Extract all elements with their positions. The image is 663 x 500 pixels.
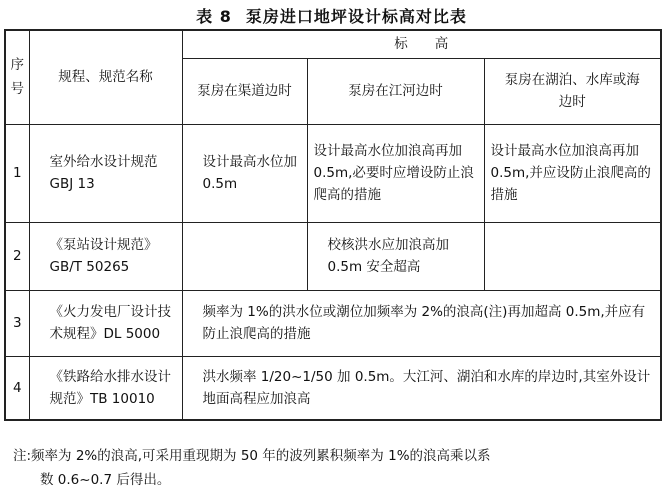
table-row: [5, 222, 661, 290]
row-2-channel: [182, 222, 307, 290]
note-line-1: 注:频率为 2%的浪高,可采用重现期为 50 年的波列累积频率为 1%的浪高乘以系: [13, 448, 491, 464]
header-row-1: [5, 30, 661, 58]
header-elevation: 标 高: [182, 30, 661, 58]
row-4-name: 《铁路给水排水设计规范》TB 10010: [29, 356, 182, 420]
row-2-seq: 2: [5, 222, 29, 290]
row-1-seq: 1: [5, 124, 29, 222]
table-row: [5, 124, 661, 222]
comparison-table-wrapper: [4, 29, 662, 421]
row-1-river: 设计最高水位加浪高再加 0.5m,必要时应增设防止浪爬高的措施: [307, 124, 484, 222]
table-title: [0, 4, 663, 27]
table-title-text: 泵房进口地坪设计标高对比表: [245, 7, 467, 26]
table-note: [13, 444, 653, 492]
row-4-seq: 4: [5, 356, 29, 420]
row-1-channel: 设计最高水位加 0.5m: [182, 124, 307, 222]
row-2-river: 校核洪水应加浪高加 0.5m 安全超高: [307, 222, 484, 290]
header-name: 规程、规范名称: [29, 30, 182, 124]
row-1-lake: 设计最高水位加浪高再加 0.5m,并应设防止浪爬高的措施: [484, 124, 661, 222]
row-2-lake: [484, 222, 661, 290]
table-row: [5, 290, 661, 356]
row-3-name: 《火力发电厂设计技术规程》DL 5000: [29, 290, 182, 356]
header-seq: 序号: [5, 30, 29, 124]
row-3-seq: 3: [5, 290, 29, 356]
row-3-merged: 频率为 1%的洪水位或潮位加频率为 2%的浪高(注)再加超高 0.5m,并应有防止浪爬高的措施: [182, 290, 661, 356]
row-4-merged: 洪水频率 1/20~1/50 加 0.5m。大江河、湖泊和水库的岸边时,其室外设计地面高程应加浪高: [182, 356, 661, 420]
header-river: 泵房在江河边时: [307, 58, 484, 124]
row-1-name: 室外给水设计规范 GBJ 13: [29, 124, 182, 222]
table-number: 表 8: [196, 7, 232, 26]
header-lake: 泵房在湖泊、水库或海边时: [484, 58, 661, 124]
note-line-2: 数 0.6~0.7 后得出。: [40, 472, 171, 488]
header-channel: 泵房在渠道边时: [182, 58, 307, 124]
comparison-table: [4, 29, 662, 421]
table-row: [5, 356, 661, 420]
row-2-name: 《泵站设计规范》GB/T 50265: [29, 222, 182, 290]
